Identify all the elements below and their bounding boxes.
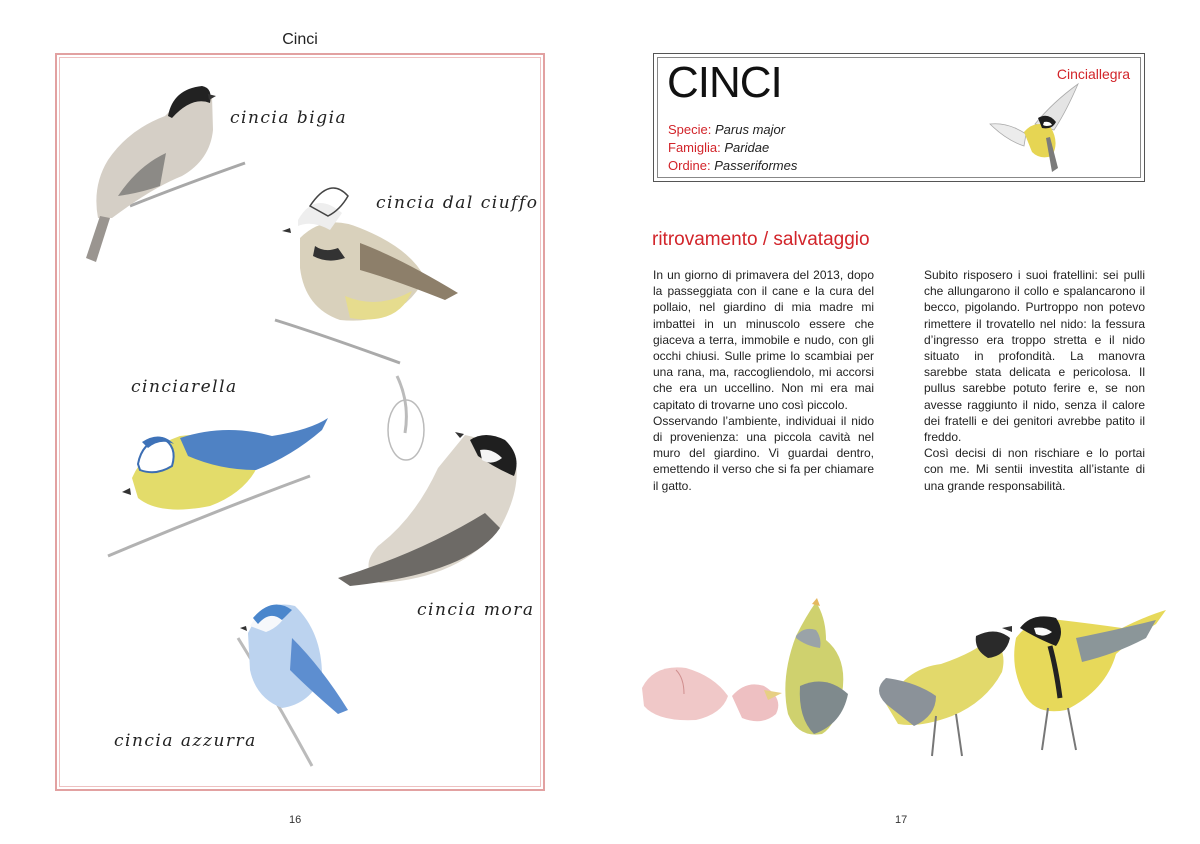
taxonomy-value: Parus major	[715, 122, 786, 137]
feathered-chick-illustration	[785, 598, 848, 735]
cinciarella-illustration	[108, 418, 328, 556]
label-cincia-azzurra: cincia azzurra	[114, 731, 257, 751]
paragraph: Così decisi di non rischiare e lo portai con me. Mi sentii investita all’istante di una grande responsabilità.	[924, 446, 1145, 493]
adult-cinciallegra-illustration	[1002, 610, 1166, 750]
taxonomy-value: Passeriformes	[714, 158, 798, 173]
taxonomy-label: Specie:	[668, 122, 712, 137]
taxonomy-species	[668, 121, 785, 139]
hatchling-illustration	[642, 667, 728, 720]
growth-sequence-illustration	[636, 598, 1176, 776]
page-number-left: 16	[289, 814, 302, 826]
tit-species-illustrations	[60, 58, 540, 786]
taxonomy-label: Famiglia:	[668, 140, 721, 155]
text-column-1	[653, 267, 874, 494]
label-cincia-bigia: cincia bigia	[230, 108, 348, 128]
cincia-bigia-illustration	[86, 86, 245, 262]
cinciallegra-flight-illustration	[988, 82, 1083, 176]
label-cinciarella: cinciarella	[131, 377, 238, 397]
paragraph: Osservando l’ambiente, individuai il nido di provenienza: una piccola cavità nel muro del giardino. Vi guardai dentro, emettendo il verso che si fa per chiamare il gatto.	[653, 413, 874, 493]
taxonomy-value: Paridae	[724, 140, 770, 155]
cincia-mora-illustration	[338, 376, 517, 586]
taxonomy-label: Ordine:	[668, 158, 711, 173]
cincia-dal-ciuffo-illustration	[275, 188, 458, 363]
label-cincia-mora: cincia mora	[417, 600, 535, 620]
paragraph: In un giorno di primavera del 2013, dopo la passeggiata con il cane e la cura del pollaio, nel giardino di mia madre mi imbattei in un minuscolo essere che giaceva a terra, immobile e nudo, con gli occhi chiusi. Sulle prime lo scambiai per una rana, ma, raccogliendolo, mi accorsi che era un uccellino. Non mi era mai capitato di trovarne uno così piccolo.	[653, 268, 874, 412]
taxonomy-family	[668, 139, 769, 157]
text-column-2	[924, 267, 1145, 494]
label-cincia-dal-ciuffo: cincia dal ciuffo	[376, 193, 539, 213]
paragraph: Subito risposero i suoi fratellini: sei pulli che allungarono il collo e spalancarono il becco, pigolando. Purtroppo non potevo rimettere il trovatello nel nido: la fessura d’ingresso era troppo stretta e il nido situato in profondità. La manovra sarebbe stata delicata e pericolosa. Il pullus sarebbe potuto ferire e, se non avesse raggiunto il nido, senza il calore dei fratelli e dei genitori avrebbe patito il freddo.	[924, 268, 1145, 445]
page-title: CINCI	[667, 58, 782, 107]
page-number-right: 17	[895, 814, 908, 826]
section-title: ritrovamento / salvataggio	[652, 229, 870, 250]
taxonomy-order	[668, 157, 797, 175]
common-name: Cinciallegra	[1056, 66, 1130, 82]
fledgling-illustration	[879, 631, 1010, 756]
running-head: Cinci	[282, 31, 318, 48]
nestling-illustration	[732, 684, 782, 721]
